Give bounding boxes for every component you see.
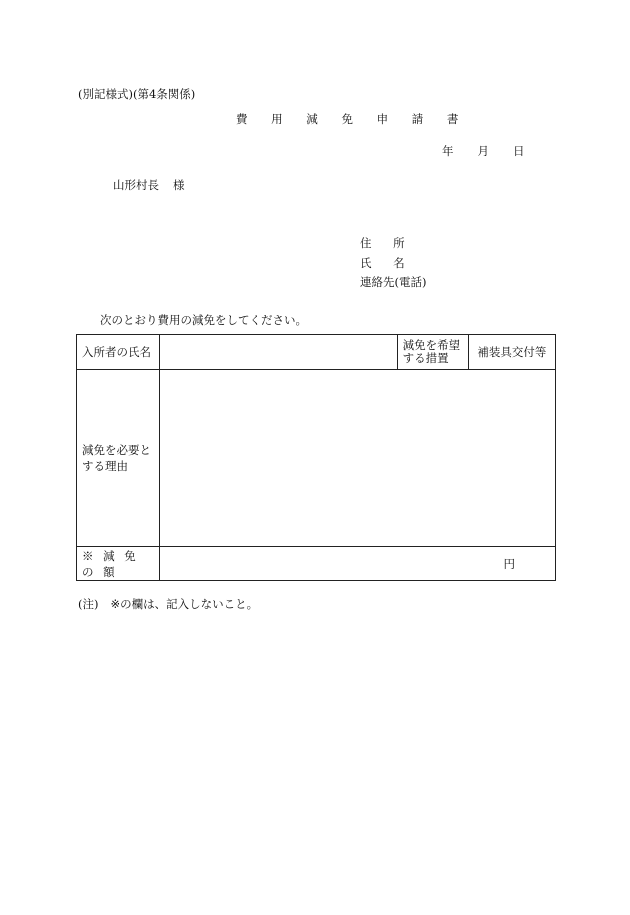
addressee (113, 177, 185, 193)
table-row-resident (77, 335, 556, 370)
applicant-name-label: 氏 名 (360, 255, 414, 270)
amount-field[interactable]: 円 (160, 547, 556, 581)
table-row-amount (77, 547, 556, 581)
application-table (76, 334, 556, 581)
amount-label: ※ 減 免 の 額 (77, 547, 160, 581)
intro-text: 次のとおり費用の減免をしてください。 (100, 313, 307, 327)
reason-label: 減免を必要とする理由 (77, 370, 160, 547)
applicant-block (360, 234, 426, 293)
addressee-name: 山形村長 (113, 178, 159, 192)
table-row-reason (77, 370, 556, 547)
footnote-text: ※の欄は、記入しないこと。 (110, 597, 259, 611)
desired-measure-value: 補装具交付等 (468, 335, 555, 370)
applicant-contact-label: 連絡先(電話) (360, 275, 427, 289)
resident-name-field[interactable] (160, 335, 397, 370)
desired-measure-label: 減免を希望する措置 (397, 335, 468, 370)
applicant-address-label: 住 所 (360, 236, 414, 250)
date-year-label: 年 (442, 144, 454, 158)
reason-field[interactable] (160, 370, 556, 547)
resident-name-label: 入所者の氏名 (77, 335, 160, 370)
addressee-honorific: 様 (173, 178, 185, 192)
footnote-marker: (注) (78, 597, 99, 611)
footnote (78, 596, 258, 612)
date-day-label: 日 (513, 144, 525, 158)
date-month-label: 月 (477, 144, 489, 158)
document-title: 費 用 減 免 申 請 書 (236, 112, 469, 126)
form-reference: (別記様式)(第4条関係) (78, 87, 196, 101)
date-line (442, 143, 525, 159)
